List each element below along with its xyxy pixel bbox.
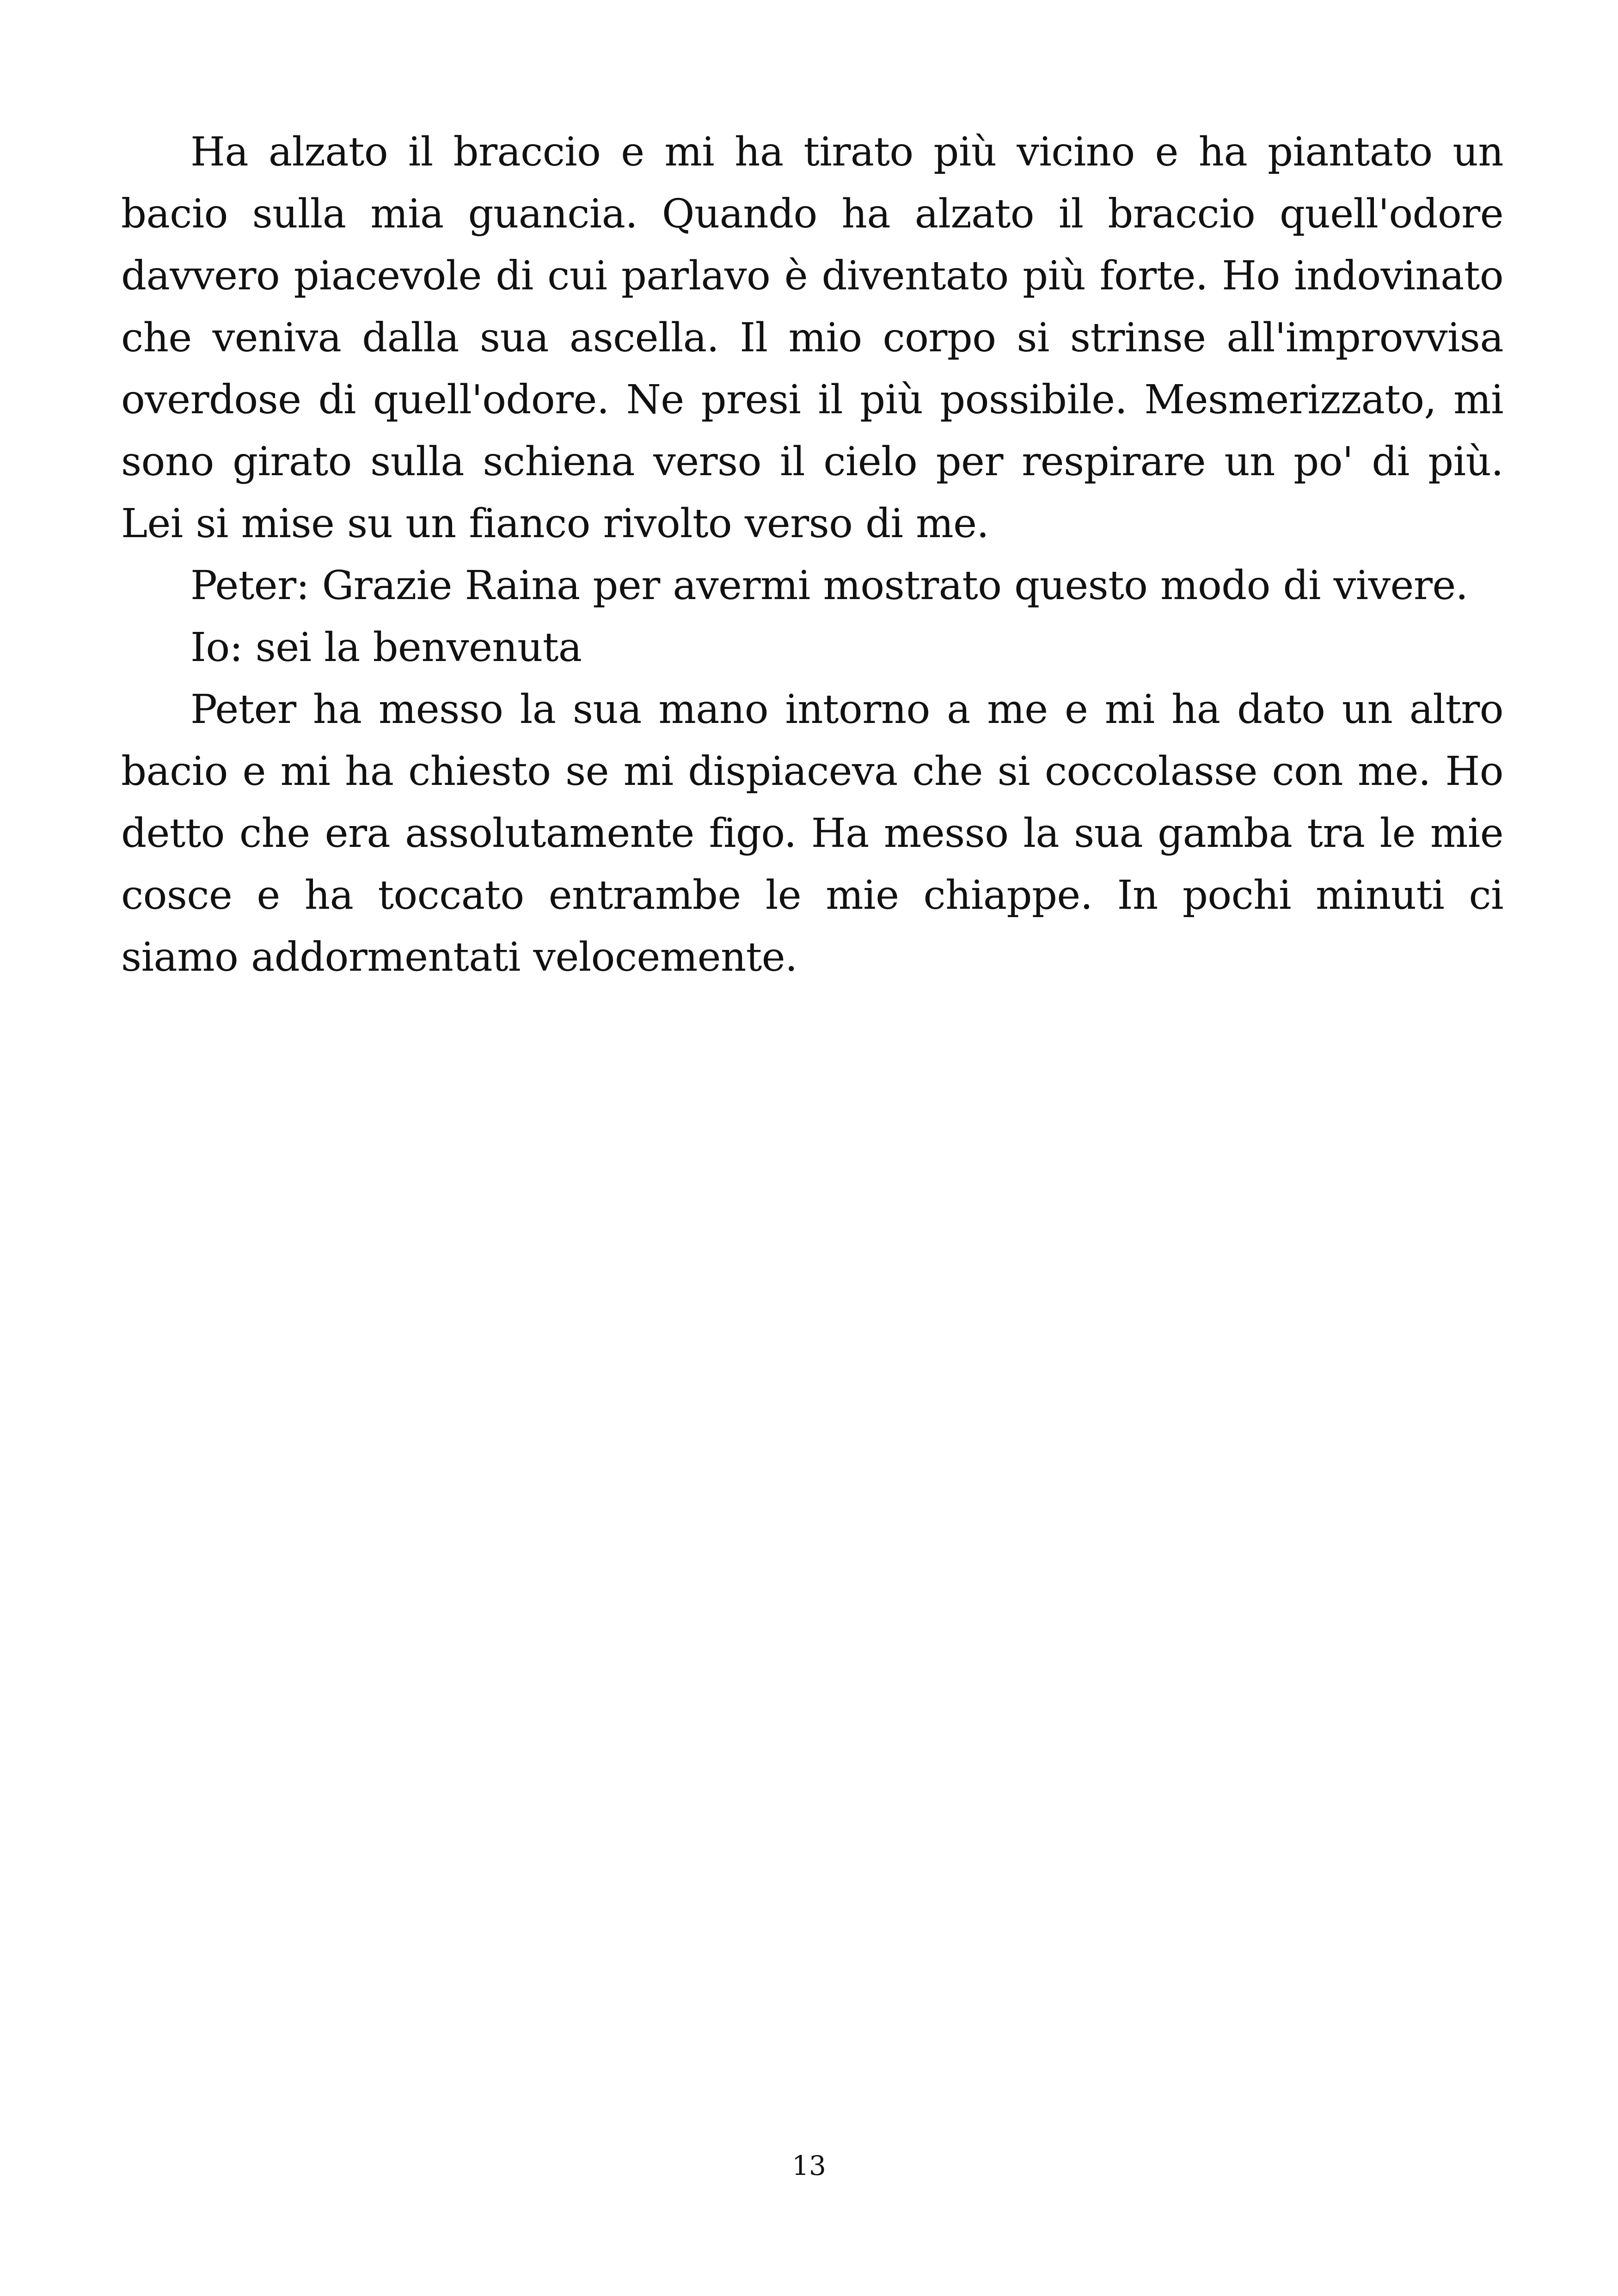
page-number: 13	[792, 2150, 826, 2181]
paragraph-2: Peter: Grazie Raina per avermi mostrato questo modo di vivere.	[190, 563, 1468, 609]
paragraph-4: Peter ha messo la sua mano intorno a me e mi ha dato un altro bacio e mi ha chiesto se mi dispiaceva che si coccolasse con me. Ho detto che era assolutamente figo. Ha messo la sua gamba tra le mie cosce e ha toccato entrambe le mie chiappe. In pochi minuti ci siamo addormentati velocemente.	[121, 686, 1503, 980]
body-text	[121, 121, 1503, 988]
paragraph-3: Io: sei la benvenuta	[190, 625, 582, 671]
paragraph-1: Ha alzato il braccio e mi ha tirato più vicino e ha piantato un bacio sulla mia guancia. Quando ha alzato il braccio quell'odore davvero piacevole di cui parlavo è diventato più forte. Ho indovinato che veniva dalla sua ascella. Il mio corpo si strinse all'improvvisa overdose di quell'odore. Ne presi il più possibile. Mesmerizzato, mi sono girato sulla schiena verso il cielo per respirare un po' di più. Lei si mise su un fianco rivolto verso di me.	[121, 129, 1503, 547]
